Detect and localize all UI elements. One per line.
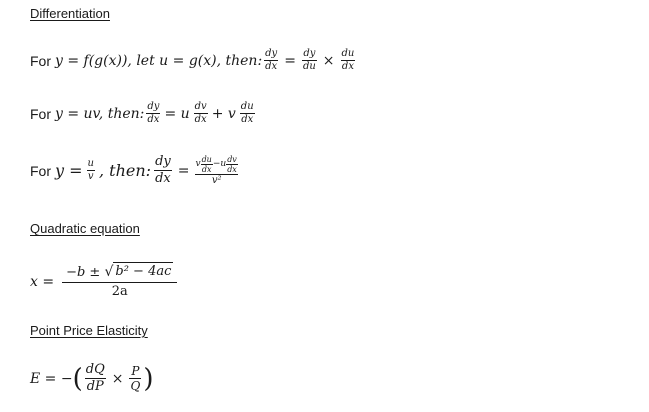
right-parenthesis: ): [143, 363, 154, 394]
product-rule-dy-dx: [146, 101, 160, 126]
quadratic-equation: [30, 262, 179, 301]
chain-rule-du-dx: [341, 48, 356, 73]
quadratic-fraction: [62, 262, 177, 301]
p-over-q-fraction: [129, 364, 141, 393]
fraction-denominator: dx: [265, 61, 278, 72]
quotient-rule-rhs: [195, 155, 237, 187]
chain-rule-dy-du: [302, 48, 317, 73]
numerator-v: v: [195, 159, 201, 169]
differentiation-heading: Differentiation: [30, 6, 110, 21]
chain-rule-lhs: y = f(g(x)), let u = g(x), then:: [55, 52, 263, 69]
equals-sign: =: [177, 162, 190, 179]
fraction-denominator: du: [302, 61, 316, 72]
fraction-denominator: Q: [130, 379, 141, 393]
minus-u: −u: [212, 159, 227, 169]
fraction-denominator: v: [87, 171, 94, 182]
left-parenthesis: (: [72, 363, 83, 394]
fraction-denominator: dP: [86, 379, 104, 394]
times-sign: ×: [111, 370, 124, 387]
plus-v: + v: [211, 105, 236, 122]
fraction-numerator: P: [131, 364, 140, 378]
elasticity-equation: [30, 362, 153, 395]
fraction-denominator: dx: [147, 114, 160, 125]
elasticity-heading: Point Price Elasticity: [30, 323, 148, 338]
equals-sign: =: [284, 52, 296, 69]
quotient-rule-equation: [30, 154, 240, 187]
chain-rule-prefix: For: [30, 52, 51, 69]
fraction-denominator: dx: [201, 164, 212, 174]
quadratic-x-equals: x =: [30, 273, 55, 290]
fraction-denominator: dx: [341, 61, 354, 72]
product-rule-dv-dx: [194, 101, 208, 126]
product-rule-prefix: For: [30, 105, 51, 122]
chain-rule-dy-dx: [264, 48, 278, 73]
fraction-numerator: dy: [155, 154, 171, 169]
v-squared: v²: [211, 174, 222, 186]
minus-b-plus-minus: −b ±: [66, 265, 101, 280]
dv-dx-fraction: [226, 155, 238, 174]
fraction-numerator: dy: [265, 48, 278, 59]
fraction-numerator: du: [201, 154, 212, 164]
fraction-numerator: u: [87, 158, 94, 169]
square-root: [104, 262, 173, 281]
fraction-denominator: dx: [155, 171, 171, 186]
fraction-numerator: dy: [303, 48, 316, 59]
quotient-rule-dy-dx: [154, 154, 172, 187]
fraction-numerator: du: [341, 48, 355, 59]
quotient-rule-y-equals: y =: [55, 161, 83, 180]
radicand: b² − 4ac: [115, 264, 172, 279]
radical-sign-icon: √: [104, 264, 114, 280]
dq-dp-fraction: [85, 362, 106, 395]
fraction-numerator: dQ: [85, 362, 105, 377]
chain-rule-equation: [30, 48, 357, 73]
product-rule-equation: [30, 101, 257, 126]
du-dx-fraction: [201, 155, 213, 174]
fraction-numerator: dv: [194, 101, 207, 112]
quotient-rule-then: , then:: [98, 161, 152, 180]
quadratic-numerator: [62, 262, 177, 282]
quadratic-denominator: 2a: [111, 284, 128, 299]
quotient-rule-prefix: For: [30, 162, 51, 179]
quotient-rule-u-over-v: [87, 158, 95, 183]
quadratic-heading: Quadratic equation: [30, 221, 140, 236]
fraction-denominator: dx: [227, 164, 237, 174]
fraction-numerator: dy: [147, 101, 160, 112]
times-sign: ×: [322, 52, 335, 69]
equals-u: = u: [164, 105, 190, 122]
fraction-numerator: du: [240, 101, 254, 112]
product-rule-du-dx: [240, 101, 255, 126]
fraction-numerator: dv: [227, 154, 237, 164]
product-rule-lhs: y = uv, then:: [55, 105, 145, 122]
fraction-denominator: dx: [194, 114, 207, 125]
elasticity-e-equals: E = −: [30, 370, 73, 387]
quotient-rule-rhs-numerator: [195, 155, 237, 174]
fraction-denominator: dx: [241, 114, 254, 125]
